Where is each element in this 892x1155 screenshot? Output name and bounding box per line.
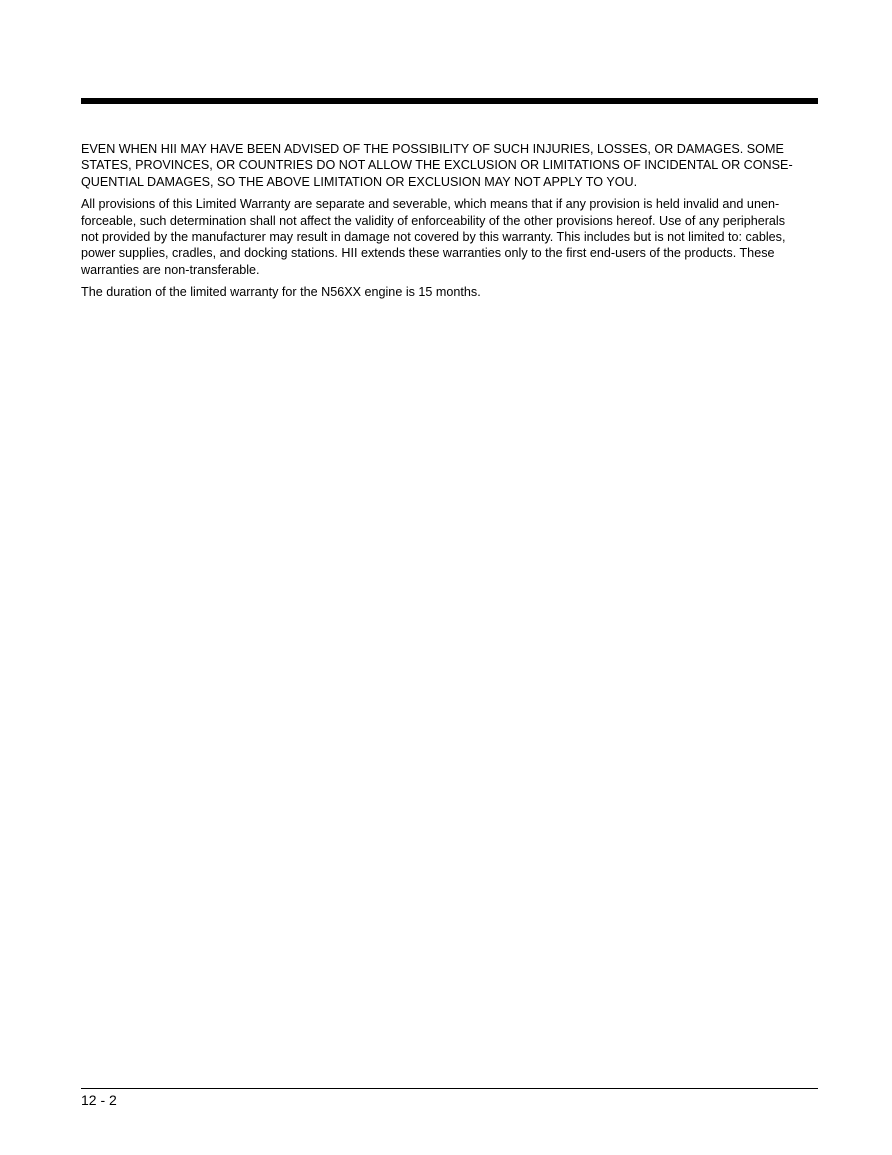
page-number: 12 - 2: [81, 1092, 117, 1108]
footer-rule: [81, 1088, 818, 1089]
warranty-duration-paragraph: The duration of the limited warranty for the N56XX engine is 15 months.: [81, 285, 481, 300]
severability-paragraph: All provisions of this Limited Warranty are separate and severable, which means that if any provision is held invalid and unen- forceable, such determination shall not affect the validity of enforceability of the other provisions hereof. Use of any peripherals not provided by the manufacturer may result in damage not covered by this warranty. This includes but is not limited to: cables, power supplies, cradles, and docking stations. HII extends these warranties only to the first end-users of the products. These warranties are non-transferable.: [81, 197, 786, 277]
header-rule: [81, 98, 818, 104]
page-body: [81, 141, 818, 307]
disclaimer-paragraph: EVEN WHEN HII MAY HAVE BEEN ADVISED OF THE POSSIBILITY OF SUCH INJURIES, LOSSES, OR DAMAGES. SOME STATES, PROVINCES, OR COUNTRIES DO NOT ALLOW THE EXCLUSION OR LIMITATIONS OF INCIDENTAL OR CONSE- QUENTIAL DAMAGES, SO THE ABOVE LIMITATION OR EXCLUSION MAY NOT APPLY TO YOU.: [81, 142, 793, 189]
